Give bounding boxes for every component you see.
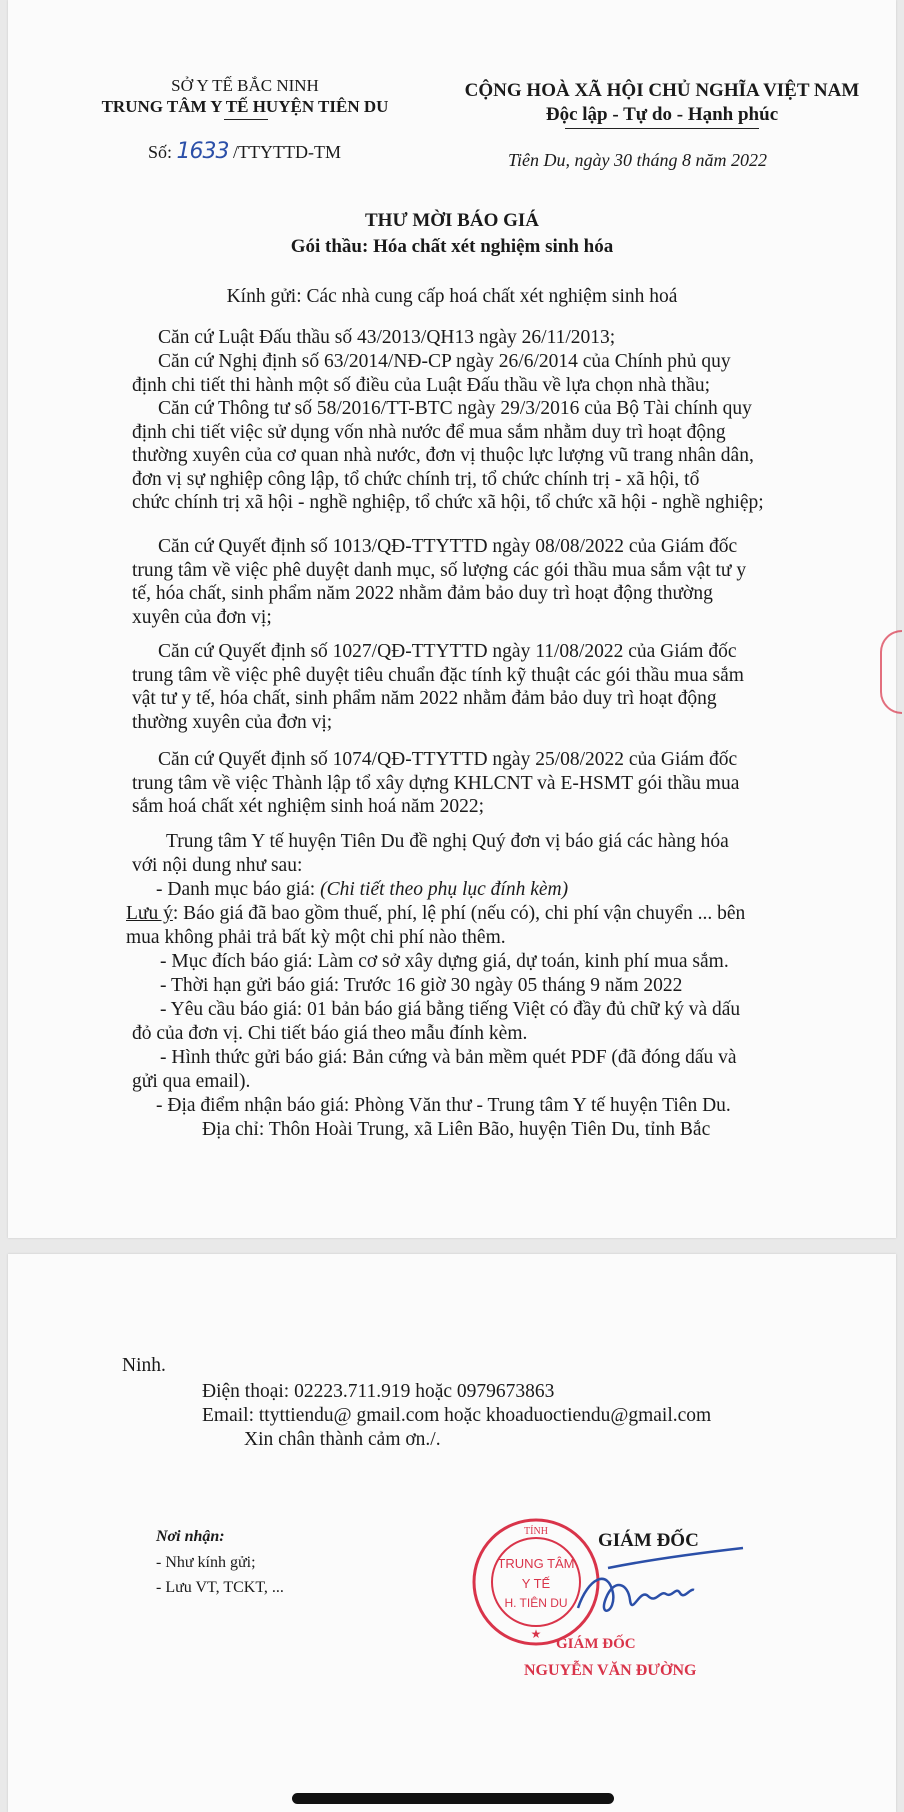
number-label: Số: xyxy=(148,142,173,162)
paragraph-4 xyxy=(132,535,872,629)
signature-stroke xyxy=(578,1579,694,1611)
national-title: CỘNG HOÀ XÃ HỘI CHỦ NGHĨA VIỆT NAM xyxy=(464,80,860,101)
note-block xyxy=(126,902,876,949)
contact-phone: Điện thoại: 02223.711.919 hoặc 0979673863 xyxy=(202,1381,555,1402)
paragraph-5 xyxy=(132,640,872,734)
paragraph-7-line: Trung tâm Y tế huyện Tiên Du đề nghị Quý đơn vị báo giá các hàng hóa xyxy=(166,831,729,852)
signer-name: NGUYỄN VĂN ĐƯỜNG xyxy=(524,1662,697,1679)
paragraph-3 xyxy=(132,397,872,515)
item-submission-line: - Hình thức gửi báo giá: Bản cứng và bản mềm quét PDF (đã đóng dấu và xyxy=(160,1047,737,1068)
paragraph-6-line: Căn cứ Quyết định số 1074/QĐ-TTYTTD ngày 25/08/2022 của Giám đốc xyxy=(158,749,738,770)
item-catalog xyxy=(156,878,568,902)
paragraph-3-line: Căn cứ Thông tư số 58/2016/TT-BTC ngày 29/3/2016 của Bộ Tài chính quy xyxy=(158,398,752,419)
item-purpose: - Mục đích báo giá: Làm cơ sở xây dựng giá, dự toán, kinh phí mua sắm. xyxy=(160,951,729,972)
paragraph-7 xyxy=(132,830,872,877)
paragraph-5-line: trung tâm về việc phê duyệt tiêu chuẩn đặc tính kỹ thuật các gói thầu mua sắm xyxy=(132,664,744,686)
address-line: Địa chỉ: Thôn Hoài Trung, xã Liên Bão, huyện Tiên Du, tỉnh Bắc xyxy=(202,1119,711,1140)
paragraph-1: Căn cứ Luật Đấu thầu số 43/2013/QH13 ngày 26/11/2013; xyxy=(158,327,616,348)
paragraph-2-line: Căn cứ Nghị định số 63/2014/NĐ-CP ngày 26/6/2014 của Chính phủ quy xyxy=(158,351,731,372)
item-catalog-label: - Danh mục báo giá: xyxy=(156,879,321,900)
stamp-director-title: GIÁM ĐỐC xyxy=(556,1636,636,1652)
note-label: Lưu ý xyxy=(126,903,173,924)
item-submission-line: gửi qua email). xyxy=(132,1070,251,1092)
stamp-line-1: TRUNG TÂM xyxy=(497,1556,575,1571)
handwritten-signature xyxy=(568,1538,768,1634)
stamp-top-text: TỈNH xyxy=(524,1526,548,1537)
signature-title: GIÁM ĐỐC xyxy=(598,1530,699,1551)
address-continuation: Ninh. xyxy=(122,1355,166,1376)
recipient-item: - Như kính gửi; xyxy=(156,1554,256,1571)
paragraph-3-line: thường xuyên của cơ quan nhà nước, đơn vị thuộc lực lượng vũ trang nhân dân, xyxy=(132,445,754,466)
recipients-label: Nơi nhận: xyxy=(156,1528,225,1545)
place-and-date: Tiên Du, ngày 30 tháng 8 năm 2022 xyxy=(508,150,767,170)
recipient-item: - Lưu VT, TCKT, ... xyxy=(156,1579,284,1596)
paragraph-5-line: Căn cứ Quyết định số 1027/QĐ-TTYTTD ngày 11/08/2022 của Giám đốc xyxy=(158,641,737,662)
handwritten-number: 1633 xyxy=(176,139,229,164)
item-location: - Địa điểm nhận báo giá: Phòng Văn thư - Trung tâm Y tế huyện Tiên Du. xyxy=(156,1095,731,1116)
contact-email: Email: ttyttiendu@ gmail.com hoặc khoaduoctiendu@gmail.com xyxy=(202,1405,712,1426)
stamp-line-3: H. TIÊN DU xyxy=(504,1596,568,1610)
item-requirements-line: đỏ của đơn vị. Chi tiết báo giá theo mẫu đính kèm. xyxy=(132,1022,528,1044)
thanks-line: Xin chân thành cảm ơn./. xyxy=(244,1429,441,1450)
paragraph-6 xyxy=(132,748,872,819)
number-suffix: /TTYTTD-TM xyxy=(233,142,341,162)
paragraph-6-line: trung tâm về việc Thành lập tổ xây dựng KHLCNT và E-HSMT gói thầu mua xyxy=(132,772,740,794)
star-icon: ★ xyxy=(530,1627,542,1641)
header-left-underline xyxy=(224,119,268,120)
document-subtitle: Gói thầu: Hóa chất xét nghiệm sinh hóa xyxy=(290,236,614,257)
item-catalog-note: (Chi tiết theo phụ lục đính kèm) xyxy=(320,879,569,900)
paragraph-5-line: vật tư y tế, hóa chất, sinh phẩm năm 2022 nhằm đảm bảo duy trì hoạt động xyxy=(132,688,717,709)
ministry-name: SỞ Y TẾ BẮC NINH xyxy=(171,76,319,95)
header-right-underline xyxy=(565,128,759,129)
item-deadline: - Thời hạn gửi báo giá: Trước 16 giờ 30 ngày 05 tháng 9 năm 2022 xyxy=(160,975,683,996)
paragraph-3-line: định chi tiết việc sử dụng vốn nhà nước để mua sắm nhằm duy trì hoạt động xyxy=(132,421,726,443)
paragraph-2-line: định chi tiết thi hành một số điều của Luật Đấu thầu về lựa chọn nhà thầu; xyxy=(132,374,711,396)
document-page-1 xyxy=(8,0,896,1238)
note-line: : Báo giá đã bao gồm thuế, phí, lệ phí (nếu có), chi phí vận chuyển ... bên xyxy=(172,903,746,924)
signature-flourish xyxy=(608,1548,743,1568)
paragraph-3-line: đơn vị sự nghiệp công lập, tổ chức chính trị, tổ chức chính trị - xã hội, tổ xyxy=(132,468,700,490)
item-requirements xyxy=(132,998,882,1045)
item-submission-form xyxy=(132,1046,882,1093)
paragraph-6-line: sắm hoá chất xét nghiệm sinh hoá năm 2022; xyxy=(132,796,485,817)
home-indicator[interactable] xyxy=(292,1793,614,1804)
stamp-edge-fragment xyxy=(880,630,902,714)
paragraph-5-line: thường xuyên của đơn vị; xyxy=(132,711,333,733)
paragraph-4-line: xuyên của đơn vị; xyxy=(132,606,272,628)
national-motto: Độc lập - Tự do - Hạnh phúc xyxy=(545,104,779,125)
paragraph-3-line: chức chính trị xã hội - nghề nghiệp, tổ chức xã hội, tổ chức xã hội - nghề nghiệp; xyxy=(132,492,764,513)
paragraph-4-line: trung tâm về việc phê duyệt danh mục, số lượng các gói thầu mua sắm vật tư y xyxy=(132,559,747,581)
document-number xyxy=(148,139,341,164)
document-page-2 xyxy=(8,1254,896,1812)
stamp-line-2: Y TẾ xyxy=(521,1576,551,1591)
paragraph-4-line: tế, hóa chất, sinh phẩm năm 2022 nhằm đảm bảo duy trì hoạt động thường xyxy=(132,583,713,604)
organization-name: TRUNG TÂM Y TẾ HUYỆN TIÊN DU xyxy=(101,97,389,116)
paragraph-7-line: với nội dung như sau: xyxy=(132,854,303,876)
paragraph-2 xyxy=(132,350,872,397)
recipient-line: Kính gửi: Các nhà cung cấp hoá chất xét nghiệm sinh hoá xyxy=(226,286,678,307)
note-line: mua không phải trả bất kỳ một chi phí nào thêm. xyxy=(126,926,506,948)
item-requirements-line: - Yêu cầu báo giá: 01 bản báo giá bằng tiếng Việt có đầy đủ chữ ký và dấu xyxy=(160,999,741,1020)
document-title: THƯ MỜI BÁO GIÁ xyxy=(365,210,539,231)
paragraph-4-line: Căn cứ Quyết định số 1013/QĐ-TTYTTD ngày 08/08/2022 của Giám đốc xyxy=(158,536,738,557)
